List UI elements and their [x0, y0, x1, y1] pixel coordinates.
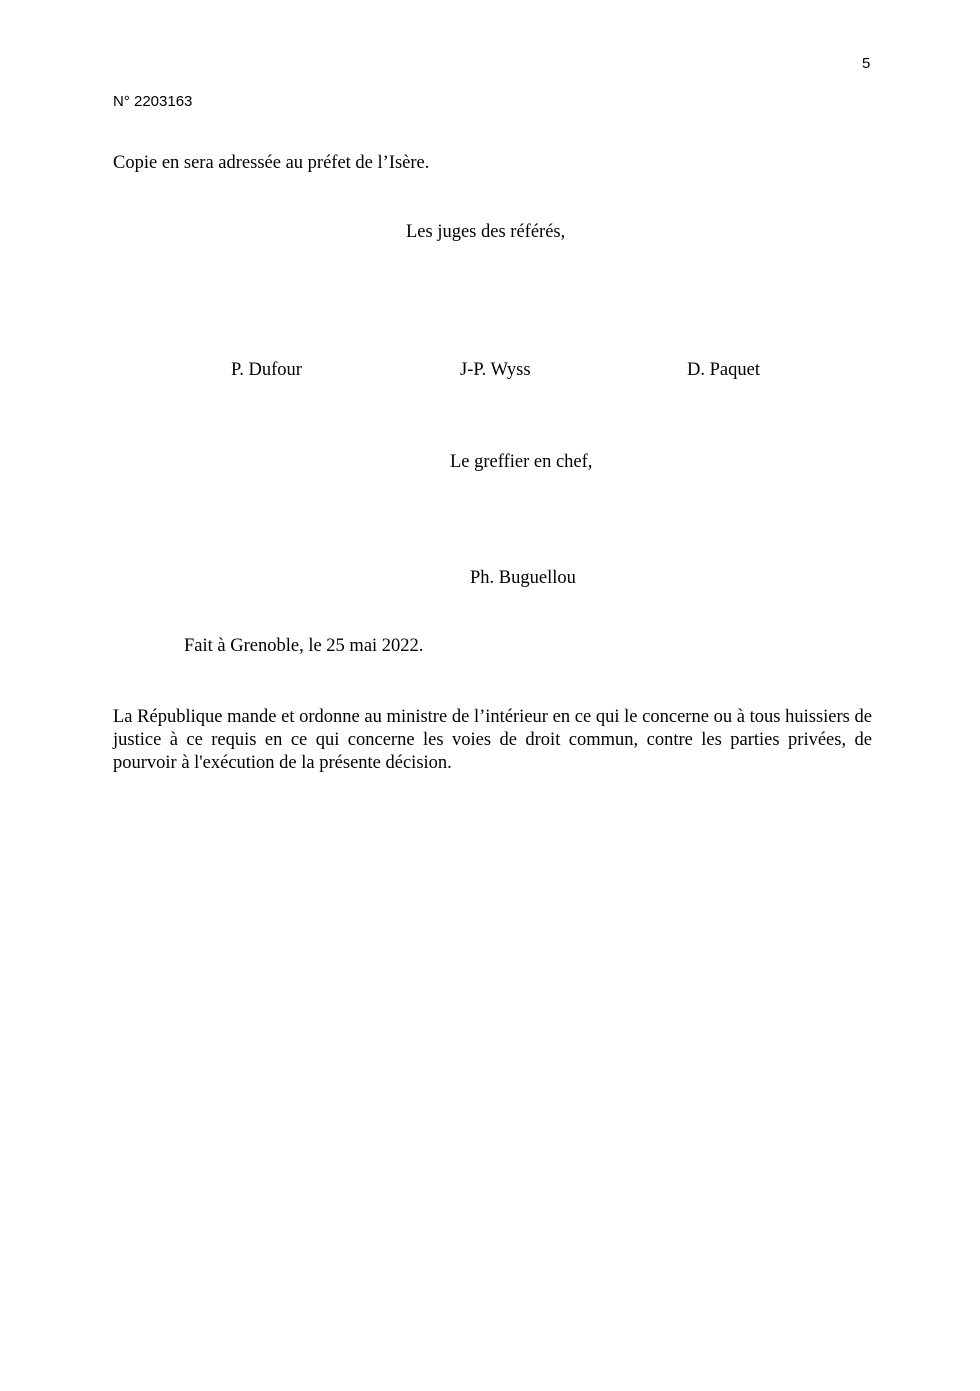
case-number: N° 2203163 — [113, 93, 193, 110]
copy-notice: Copie en sera adressée au préfet de l’Isère. — [113, 153, 430, 173]
judges-heading: Les juges des référés, — [406, 222, 566, 242]
executory-formula: La République mande et ordonne au ministre de l’intérieur en ce qui le concerne ou à tous huissiers de justice à ce requis en ce qui concerne les voies de droit commun, contre les parties privées, de pourvoir à l'exécution de la présente décision. — [113, 707, 872, 773]
clerk-signature-name: Ph. Buguellou — [470, 568, 576, 588]
judge-signature-name: D. Paquet — [687, 360, 760, 380]
page-number: 5 — [862, 55, 871, 72]
place-and-date: Fait à Grenoble, le 25 mai 2022. — [184, 636, 424, 656]
judge-signature-name: J-P. Wyss — [460, 360, 531, 380]
judge-signature-name: P. Dufour — [231, 360, 302, 380]
clerk-heading: Le greffier en chef, — [450, 452, 593, 472]
